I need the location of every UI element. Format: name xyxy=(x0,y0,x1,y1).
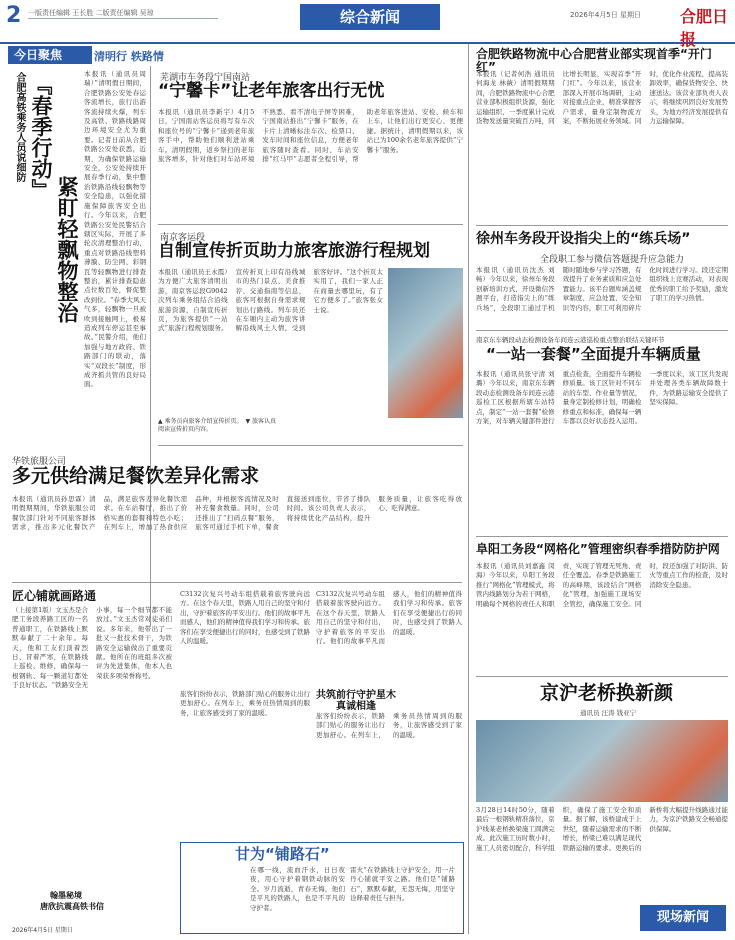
right-fifth-byline: 通讯员 汪涛 钱亚宁 xyxy=(580,709,637,717)
lead-kicker: 合肥高铁乘务人员说细防 xyxy=(14,72,25,182)
third-story-kicker: 华铁旅服公司 xyxy=(12,457,67,467)
right-second-headline: 徐州车务段开设指尖上的“练兵场” xyxy=(476,231,691,247)
bridge-photo xyxy=(476,720,728,802)
top-story-kicker: 芜湖市车务段宁国南站 xyxy=(160,73,251,83)
feature-headline: 甘为“铺路石” xyxy=(235,845,330,863)
right-third-kicker: 南京东车辆段动态检测设备车间连云港巡检重点整治联结关键环节 xyxy=(476,336,665,344)
lead-headline-1: 『春季行动』 xyxy=(29,74,55,200)
right-fifth-body: 3月28日14时50分，随着最后一根钢轨精准落位，京沪线某老桥换梁施工圆满完成。此次施工历时数小时，施工人员密切配合，科学组织，确保了施工安全和质量。据了解，该桥建成于上世纪，随着运输需求的不断增长，桥梁已难以满足现代铁路运输的要求。更换后的新桥将大幅提升线路通过能力，为京沪铁路安全畅通提供保障。 xyxy=(476,806,728,852)
third-story-body: 本报讯（通讯员孙思霖）清明假期期间，华铁旅服公司餐饮部门针对不同旅客群体需求，推出多元化餐饮产品，满足旅客差异化餐饮需求。在车站餐厅，推出了价格实惠的套餐和特色小吃；在列车上，增加了热食供应品种，并根据客流情况及时补充餐食数量。同时，公司还推出了“扫码点餐”服务，旅客可通过手机下单，餐食直接送到座位，节省了排队时间。该公司负责人表示，将持续优化产品结构，提升服务质量，让旅客吃得放心、吃得满意。 xyxy=(12,495,462,532)
today-focus-tag: 清明行 轶路情 xyxy=(94,50,164,63)
train-photo xyxy=(388,268,463,418)
right-top-headline: 合肥铁路物流中心合肥营业部实现首季“开门红” xyxy=(476,47,712,75)
section-title: 综合新闻 xyxy=(300,4,440,30)
middle-body-3: C3132次复兴号动车组搭载着旅客驶向远方。在这个春天里，铁路人用自己的坚守和付出，守护着旅客的平安出行。他们的故事平凡而感人，他们的精神值得我们学习和传承。旅客们在享受便捷出行的同时，也感受到了铁路人的温暖。 xyxy=(316,590,462,646)
third-story-headline: 多元供给满足餐饮差异化需求 xyxy=(12,465,260,487)
second-story-body: 本报讯（通讯员王永霞）为方便广大旅客清明出游，南京客运段G9042次列车乘务组结合沿线旅游资源，自制宣传折页，为旅客提供“一站式”旅游行程规划服务。宣传折页上印有沿线城市的热门景点、美食推荐、交通指南等信息，旅客可根据自身需求规划出行路线。列车员还在车厢内主动为旅客讲解沿线风土人情，受到旅客好评。“这个折页太实用了，我们一家人正在商量去哪里玩，有了它方便多了。”旅客张女士说。 xyxy=(158,268,383,333)
middle-body-2: 旅客们纷纷表示，铁路部门贴心的服务让出行更加舒心。在列车上，乘务员热情周到的服务，让旅客感受到了家的温暖。 xyxy=(180,690,310,717)
right-third-body: 本报讯（通讯员张守清 刘 璐）今年以来，南京东车辆段动态检测设备车间连云港巡检工区根据所辖车站特点，制定“一站一套餐”检修方案，对车辆关键部件进行重点检查，全面提升车辆检修质量。该工区针对不同车站的车型、作业量等情况，量身定制检修计划，明确检修重点和标准，确保每一辆车都以良好状态投入运用。一季度以来，该工区共发现并处理各类车辆故障数十件，为铁路运输安全提供了坚实保障。 xyxy=(476,370,728,426)
page-number: 2 xyxy=(6,3,22,28)
today-focus-label: 今日聚焦 xyxy=(8,46,92,64)
footer-date: 2026年4月5日 星期日 xyxy=(12,927,73,934)
scene-news-badge: 现场新闻 xyxy=(640,905,726,931)
top-story-body: 本报讯（通讯员李新宇）4月5日，宁国南站客运员将写有车次和座位号的“宁馨卡”递到老年旅客手中，帮助他们顺利进站乘车。清明假期，返乡祭扫的老年旅客增多，针对他们对车站环境不熟悉、看不清电子屏等困难，宁国南站推出“宁馨卡”服务，在卡片上清晰标注车次、检票口、发车时间和座位信息，方便老年旅客随时查看。同时，车站安排“红马甲”志愿者全程引导，帮助老年旅客进站、安检、候车和上车，让他们出行更安心、更便捷。据统计，清明假期以来，该站已为100余名老年旅客提供“宁馨卡”服务。 xyxy=(158,108,463,164)
second-story-kicker: 南京客运段 xyxy=(160,233,206,243)
right-fourth-headline: 阜阳工务段“网格化”管理密织春季措防防护网 xyxy=(476,542,720,556)
middle-body-4: 旅客们纷纷表示，铁路部门贴心的服务让出行更加舒心。在列车上，乘务员热情周到的服务，让旅客感受到了家的温暖。 xyxy=(316,712,462,739)
lead-headline-2: 紧盯轻飘物整治 xyxy=(55,176,81,323)
lower-left-body: （上接第1版）文玉杰是合肥工务段养路工区的一名普通职工，在铁路线上默默奉献了二十余年。每天，他和工友们顶着烈日、冒着严寒，在铁路线上巡检、维修，确保每一根钢轨、每一颗道钉都处于良好状态。“铁路安全无小事，每一个细节都不能放过。”文玉杰常对徒弟们说。多年来，他带出了一批又一批技术骨干，为铁路安全运输做出了重要贡献。他所在的班组多次被评为先进集体，他本人也荣获多项荣誉称号。 xyxy=(12,606,172,690)
right-third-headline: “一站一套餐”全面提升车辆质量 xyxy=(486,345,701,363)
top-story-headline: “宁馨卡”让老年旅客出行无忧 xyxy=(158,81,385,101)
lower-left-kicker: 匠心铺就画路通 xyxy=(12,589,97,603)
right-fourth-body: 本报讯（通讯员刘嘉鑫 闵海）今年以来，阜阳工务段推行“网格化”管理模式，将管内线路划分为若干网格，明确每个网格的责任人和职责，实现了管理无死角、责任全覆盖。春季是铁路施工的高峰期，该段结合“网格化”管理，加强施工现场安全管控，确保施工安全。同时，段还加强了对防洪、防火等重点工作的检查，及时消除安全隐患。 xyxy=(476,562,728,608)
signoff: 翰墨秘境 xyxy=(50,891,82,900)
right-second-body: 本报讯（通讯员沈杰 刘 畅）今年以来，徐州车务段创新培训方式，开设微信答题平台，打造指尖上的“练兵场”，全段职工通过手机随时随地参与学习答题，有效提升了业务素质和应急处置能力。该平台题库涵盖规章制度、应急处置、安全知识等内容，职工可利用碎片化时间进行学习。段还定期组织线上竞赛活动，对表现优秀的职工给予奖励，激发了职工的学习热情。 xyxy=(476,266,728,312)
middle-body: C3132次复兴号动车组搭载着旅客驶向远方。在这个春天里，铁路人用自己的坚守和付出，守护着旅客的平安出行。他们的故事平凡而感人，他们的精神值得我们学习和传承。旅客们在享受便捷出行的同时，也感受到了铁路人的温暖。 xyxy=(180,590,310,646)
staff-line: 一版责任编辑 王长胜 二版责任编辑 吴琼 xyxy=(28,8,218,19)
right-second-subhead: 全段职工参与微信答题提升应急能力 xyxy=(540,255,685,265)
right-top-body: 本报讯（记者何浩 通讯员何海龙 林薇）清明假期期间，合肥铁路物流中心合肥营业部积极组织货源，强化运输组织，一季度累计完成货物发送量突破百万吨，同比增长明显，实现首季“开门红”。今年以来，该营业部深入开展市场调研，主动对接重点企业，精准掌握客户需求，量身定制物流方案，不断拓展业务领域。同时，优化作业流程，提高装卸效率，确保货物安全、快速送达。该营业部负责人表示，将继续巩固良好发展势头，为地方经济发展提供有力运输保障。 xyxy=(476,70,728,126)
lead-body: 本报讯（通讯员周瑞）”清明假日期间，合肥铁路公安处春运客流增长，旅行出游客流持续火爆，列车及高铁、铁路线路周边环境安全尤为重要。记者日前从合肥铁路公安处获悉，近期，为确保铁路运输安全，公安处持续开展春季行动，集中整治铁路沿线轻飘物等安全隐患，以强化措施保障旅客安全出行。今年以来，合肥铁路公安处民警结合辖区实际，开展了多轮次清理整治行动，重点对铁路沿线塑料薄膜、防尘网、彩钢瓦等轻飘物进行排查整治，累计排查隐患点位数百处，督促整改到位。“春季大风天气多，轻飘物一旦被吹到接触网上，极易造成列车停运甚至事故。”民警介绍，他们加强与地方政府、铁路部门的联动，落实“双段长”制度，形成齐抓共管的良好局面。 xyxy=(84,70,146,389)
middle-subhead: 共筑前行守护星木真诚相逢 xyxy=(316,690,396,712)
issue-date: 2026年4月5日 星期日 xyxy=(570,11,641,19)
second-story-headline: 自制宣传折页助力旅客旅游行程规划 xyxy=(158,241,430,261)
paper-logo: 合肥日报 xyxy=(680,7,729,49)
signoff-sub: 唐欣抗震高铁书信 xyxy=(40,902,104,911)
feature-side: 雷火”在铁路线上守护安全，用一片丹心铺就平安之路。他们是“铺路石”，默默奉献，无怨无悔，用坚守诠释着责任与担当。 xyxy=(350,866,455,903)
photo-caption: ▲ 乘务员向旅客介绍宣传折页。 ▼ 旅客认真阅读宣传折页内容。 xyxy=(158,418,277,433)
feature-poem: 在哪一线，流血汗水，日日夜夜，用心守护着钢铁动脉的安全。岁月流逝，青春无悔，他们是平凡的铁路人，也是不平凡的守护者。 xyxy=(250,866,345,912)
right-fifth-headline: 京沪老桥换新颜 xyxy=(540,682,674,704)
